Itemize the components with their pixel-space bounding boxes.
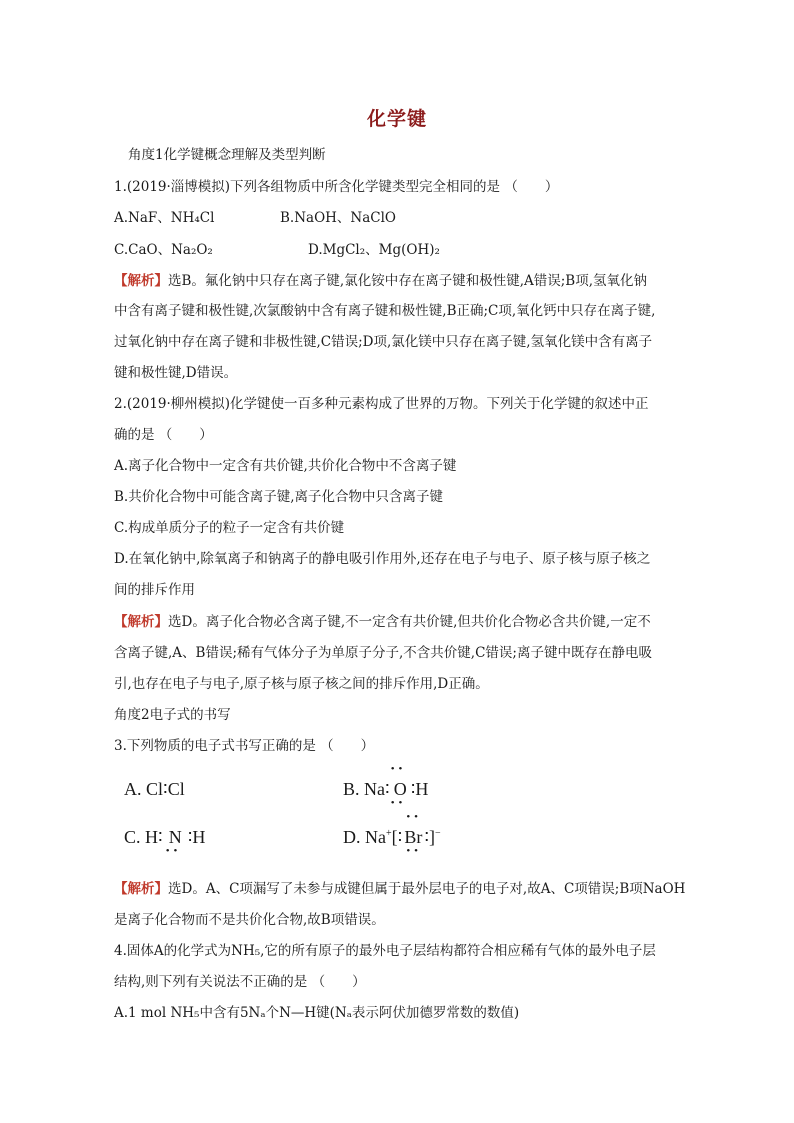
lone-pair-dots: •• <box>406 845 423 857</box>
q2-explanation-line-3: 引,也存在电子与电子,原子核与原子核之间的排斥作用,D正确。 <box>114 676 489 692</box>
q1-option-d: D.MgCl₂、Mg(OH)₂ <box>308 242 440 258</box>
q2-option-c: C.构成单质分子的粒子一定含有共价键 <box>114 520 345 536</box>
q4-stem-line-1: 4.固体A的化学式为NH₅,它的所有原子的最外电子层结构都符合相应稀有气体的最外电子层 <box>114 943 656 959</box>
lone-pair-dots: •• <box>165 845 182 857</box>
q3-analysis-tag: 【解析】 <box>114 881 168 897</box>
q2-explanation-line-2: 含离子键,A、B错误;稀有气体分子为单原子分子,不含共价键,C错误;离子键中既存在静电吸 <box>114 645 652 661</box>
q3-explanation-line-1: 【解析】选D。A、C项漏写了未参与成键但属于最外层电子的电子对,故A、C项错误;B项NaOH <box>114 881 686 897</box>
q3-explanation-line-2: 是离子化合物而不是共价化合物,故B项错误。 <box>114 912 385 928</box>
q4-stem-line-2: 结构,则下列有关说法不正确的是 （ ） <box>114 974 366 990</box>
q1-analysis-tag: 【解析】 <box>114 273 168 289</box>
q2-option-d-line-2: 间的排斥作用 <box>114 582 195 598</box>
q1-explanation-line-3: 过氧化钠中存在离子键和非极性键,C错误;D项,氯化镁中只存在离子键,氢氧化镁中含有离子 <box>114 334 653 350</box>
q2-stem-line-1: 2.(2019·柳州模拟)化学键使一百多种元素构成了世界的万物。下列关于化学键的叙述中正 <box>114 396 649 412</box>
lone-pair-dots: •• <box>390 797 407 809</box>
q3-option-b-oxygen: •• O •• <box>390 763 407 809</box>
q3-option-b: B. Na∶ •• O •• ∶H <box>343 763 429 809</box>
q3-option-d: D. Na+[∶ •• Br •• ∶]− <box>343 811 441 857</box>
q1-option-c: C.CaO、Na₂O₂ <box>114 242 213 258</box>
page-title: 化学键 <box>366 108 427 130</box>
q3-option-c: C. H∶ N •• ∶H <box>124 827 206 857</box>
q1-explanation-line-1: 【解析】选B。氟化钠中只存在离子键,氯化铵中存在离子键和极性键,A错误;B项,氢氧化钠 <box>114 273 648 289</box>
q2-option-a: A.离子化合物中一定含有共价键,共价化合物中不含离子键 <box>114 458 457 474</box>
q2-option-d-line-1: D.在氧化钠中,除氧离子和钠离子的静电吸引作用外,还存在电子与电子、原子核与原子核之 <box>114 551 651 567</box>
section-heading-2: 角度2电子式的书写 <box>114 707 231 723</box>
lone-pair-dots: •• <box>390 763 407 775</box>
lone-pair-dots: •• <box>406 811 423 823</box>
q1-explanation-line-2: 中含有离子键和极性键,次氯酸钠中含有离子键和极性键,B正确;C项,氧化钙中只存在离子键, <box>114 303 656 319</box>
q2-option-b: B.共价化合物中可能含离子键,离子化合物中只含离子键 <box>114 489 444 505</box>
q2-stem-line-2: 确的是 （ ） <box>114 427 213 443</box>
q3-stem: 3.下列物质的电子式书写正确的是 （ ） <box>114 738 375 754</box>
q1-option-a: A.NaF、NH₄Cl <box>114 210 215 226</box>
section-heading-1: 角度1化学键概念理解及类型判断 <box>128 147 326 163</box>
q2-analysis-tag: 【解析】 <box>114 614 168 630</box>
q4-option-a: A.1 mol NH₅中含有5Nₐ个N—H键(Nₐ表示阿伏加德罗常数的数值) <box>114 1005 520 1021</box>
q3-option-c-nitrogen: N •• <box>165 827 182 857</box>
q1-stem: 1.(2019·淄博模拟)下列各组物质中所含化学键类型完全相同的是 （ ） <box>114 179 559 195</box>
q1-option-b: B.NaOH、NaClO <box>280 210 396 226</box>
q3-option-d-bromine: •• Br •• <box>404 811 423 857</box>
q2-explanation-line-1: 【解析】选D。离子化合物必含离子键,不一定含有共价键,但共价化合物必含共价键,一定不 <box>114 614 651 630</box>
q3-option-a: A. Cl∶Cl <box>124 779 185 799</box>
q1-explanation-line-4: 键和极性键,D错误。 <box>114 365 238 381</box>
